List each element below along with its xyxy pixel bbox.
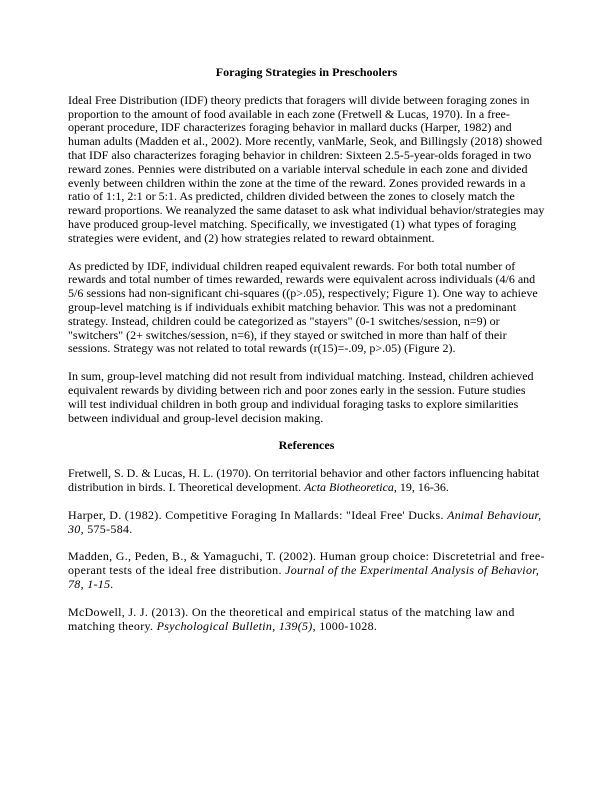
abstract-paragraph-3: In sum, group-level matching did not result from individual matching. Instead, children achieved equivalent rewards by dividing between rich and poor zones early in the session. Future studies will test individual children in both group and individual foraging tasks to explore similarities between individual and group-level decision making. xyxy=(68,369,534,425)
reference-text: Harper, D. (1982). Competitive Foraging In Mallards: "Ideal Free' Ducks. xyxy=(68,507,448,522)
abstract-paragraph-2: As predicted by IDF, individual children reaped equivalent rewards. For both total number of rewards and total number of times rewarded, rewards were equivalent across individuals (4/6 and 5/6 sessions had non-significant chi-squares ((p>.05), respectively; Figure 1). One way to achieve group-level matching is if individuals exhibit matching behavior. This was not a predominant strategy. Instead, children could be categorized as "stayers" (0-1 switches/session, n=9) or "switchers" (2+ switches/session, n=6), if they stayed or switched in more than half of their sessions. Strategy was not related to total rewards (r(15)=-.09, p>.05) (Figure 2). xyxy=(68,258,538,356)
reference-entry-mcdowell xyxy=(68,606,545,634)
reference-text: Fretwell, S. D. & Lucas, H. L. (1970). On territorial behavior and other factors influencing habitat distribution in birds. I. Theoretical development. xyxy=(68,466,540,494)
reference-text: , 19, 16-36. xyxy=(393,479,449,494)
abstract-paragraph-1: Ideal Free Distribution (IDF) theory predicts that foragers will divide between foraging zones in proportion to the amount of food available in each zone (Fretwell & Lucas, 1970). In a free-operant procedure, IDF characterizes foraging behavior in mallard ducks (Harper, 1982) and human adults (Madden et al., 2002). More recently, vanMarle, Seok, and Billingsly (2018) showed that IDF also characterizes foraging behavior in children: Sixteen 2.5-5-year-olds foraged in two reward zones. Pennies were distributed on a variable interval schedule in each zone and divided evenly between children within the zone at the time of the reward. Zones provided rewards in a ratio of 1:1, 2:1 or 5:1. As predicted, children divided between the zones to closely match the reward proportions. We reanalyzed the same dataset to ask what individual behavior/strategies may have produced group-level matching. Specifically, we investigated (1) what types of foraging strategies were evident, and (2) how strategies related to reward obtainment. xyxy=(68,92,545,245)
reference-text: 575-584. xyxy=(83,521,133,536)
reference-journal-italic: Psychological Bulletin, 139(5), xyxy=(156,618,316,633)
reference-journal-italic: Journal of the Experimental Analysis of Behavior, 78, 1-15. xyxy=(68,563,540,591)
reference-journal-italic: Animal Behaviour, 30, xyxy=(68,507,542,536)
reference-entry-fretwell xyxy=(68,467,545,495)
reference-entry-madden xyxy=(68,550,545,591)
reference-text: McDowell, J. J. (2013). On the theoretical and empirical status of the matching law and matching theory. xyxy=(68,604,515,633)
reference-text: 1000-1028. xyxy=(315,618,378,633)
reference-text: Madden, G., Peden, B., & Yamaguchi, T. (2002). Human group choice: Discretetrial and free-operant tests of the ideal free distribution. xyxy=(68,549,545,578)
reference-journal-italic: Acta Biotheoretica xyxy=(304,479,394,494)
document-title: Foraging Strategies in Preschoolers xyxy=(215,65,398,79)
references-heading: References xyxy=(278,438,335,453)
reference-entry-harper xyxy=(68,509,545,537)
